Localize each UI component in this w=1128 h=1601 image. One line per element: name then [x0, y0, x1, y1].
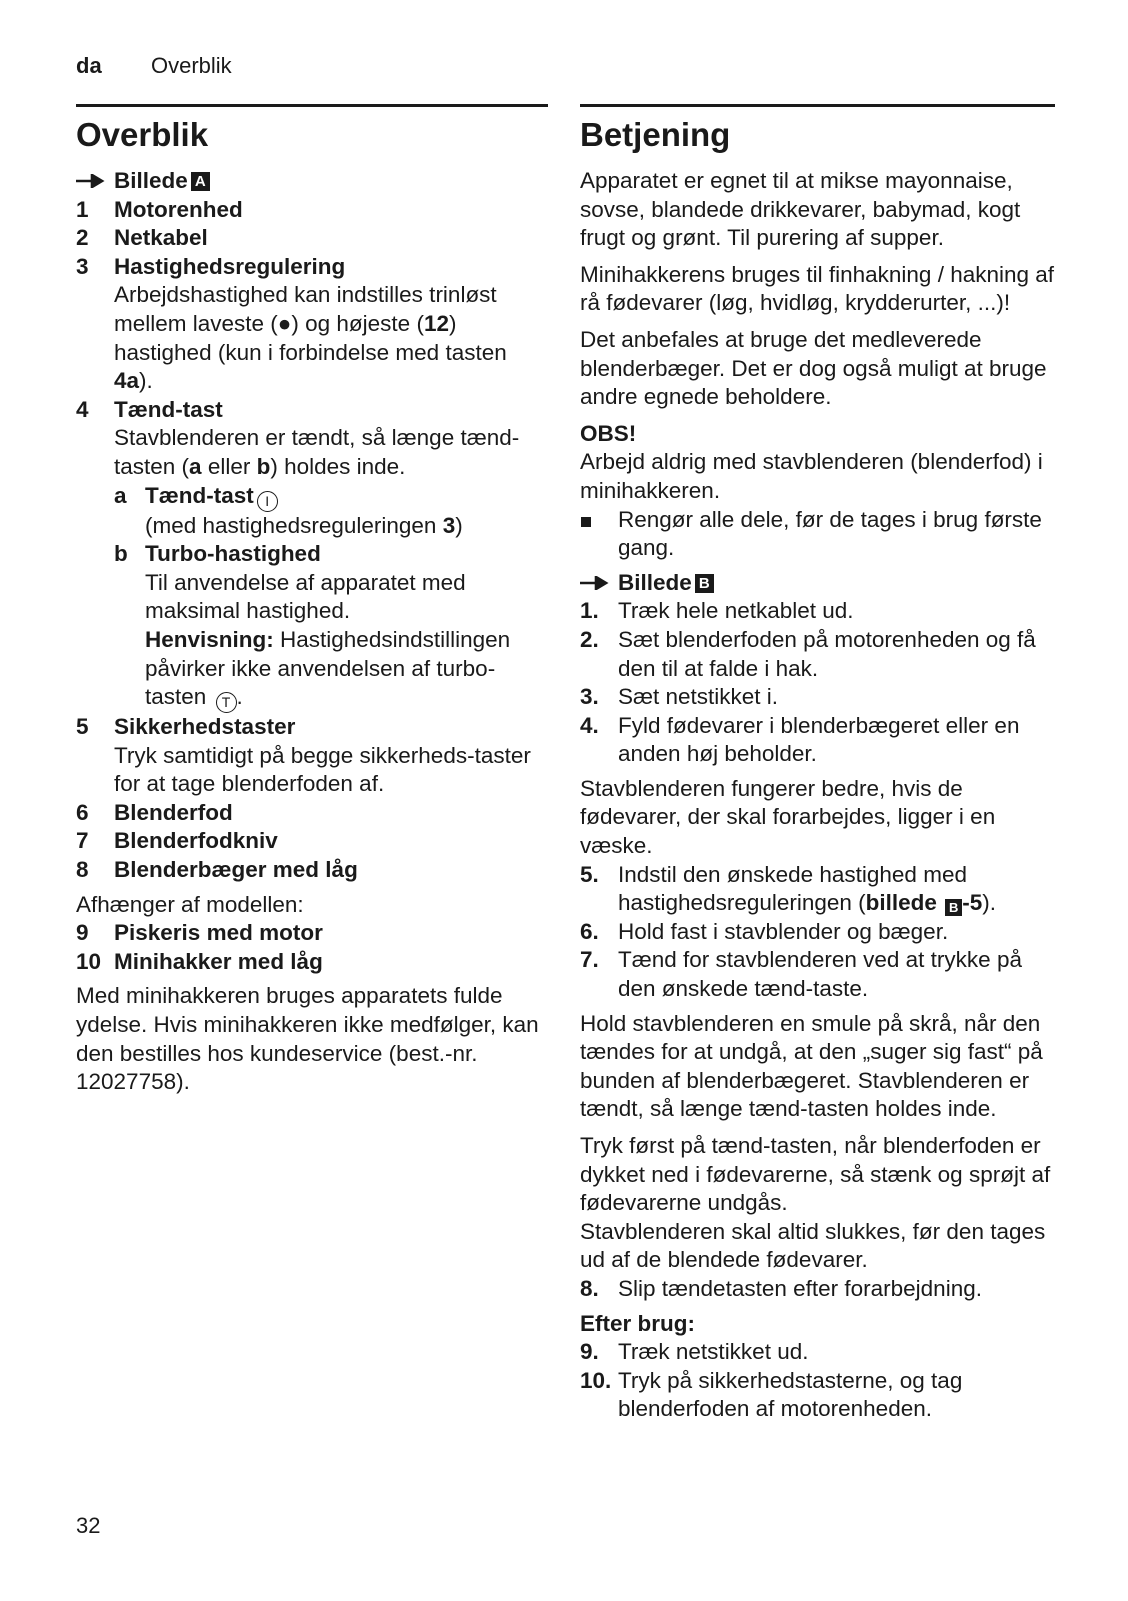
- paragraph: Stavblenderen skal altid slukkes, før den tages ud af de blendede fødevarer.: [580, 1218, 1046, 1273]
- list-item: 6 Blenderfod: [76, 799, 233, 825]
- closing-paragraph: Med minihakkeren bruges apparatets fulde ydelse. Hvis minihakkeren ikke medfølger, kan den bestilles hos kundeservice (best.-nr. 12027758).: [76, 983, 539, 1095]
- warning-title: OBS!: [580, 420, 637, 446]
- list-item: 5 Sikkerhedstaster Tryk samtidigt på begge sikkerheds-taster for at tage blenderfoden af.: [76, 714, 531, 797]
- operation-title: Betjening: [580, 116, 731, 153]
- language-code: da: [76, 53, 102, 78]
- turbo-symbol-icon: T: [216, 692, 237, 713]
- paragraph: Minihakkerens bruges til finhakning / hakning af rå fødevarer (løg, hvidløg, krydderurter, ...)!: [580, 261, 1055, 316]
- figure-a-icon: A: [191, 172, 210, 191]
- square-bullet-icon: [581, 517, 591, 527]
- paragraph: Tryk først på tænd-tasten, når blenderfoden er dykket ned i fødevarerne, så stænk og sprøjt af fødevarerne undgås.: [580, 1133, 1051, 1216]
- list-item: 1 Motorenhed: [76, 196, 243, 222]
- step-item: 5. Indstil den ønskede hastighed med hastighedsreguleringen (billede B -5).: [580, 861, 996, 916]
- operation-column: [580, 104, 1055, 1424]
- page-number: 32: [76, 1513, 101, 1538]
- step-item: 8. Slip tændetasten efter forarbejdning.: [580, 1275, 982, 1301]
- sub-item-a: a Tænd-tast I (med hastighedsreguleringen 3): [114, 482, 463, 538]
- figure-label: Billede: [114, 168, 188, 193]
- section-rule: [580, 104, 1055, 107]
- sub-item-b: b Turbo-hastighed Til anvendelse af apparatet med maksimal hastighed. Henvisning: Hastighedsindstillingen påvirker ikke anvendelsen af turbo-tasten T .: [114, 540, 548, 713]
- paragraph: Stavblenderen fungerer bedre, hvis de fødevarer, der skal forarbejdes, ligger i en væske.: [580, 775, 996, 859]
- overview-title: Overblik: [76, 116, 209, 153]
- step-item: 2. Sæt blenderfoden på motorenheden og få den til at falde i hak.: [580, 626, 1036, 681]
- model-note: Afhænger af modellen:: [76, 891, 304, 917]
- header-section: Overblik: [151, 53, 232, 78]
- step-item: 9. Træk netstikket ud.: [580, 1339, 809, 1365]
- figure-reference: [76, 167, 548, 196]
- list-item: 2 Netkabel: [76, 225, 208, 251]
- bullet-item: Rengør alle dele, før de tages i brug første gang.: [580, 506, 1055, 563]
- step-item: 6. Hold fast i stavblender og bæger.: [580, 918, 949, 944]
- step-item: 3. Sæt netstikket i.: [580, 684, 779, 710]
- step-item: 10. Tryk på sikkerhedstasterne, og tag blenderfoden af motorenheden.: [580, 1367, 963, 1422]
- step-item: 1. Træk hele netkablet ud.: [580, 598, 854, 624]
- paragraph: Apparatet er egnet til at mikse mayonnaise, sovse, blandede drikkevarer, babymad, kogt frugt og grønt. Til purering af supper.: [580, 168, 1021, 251]
- list-item: 3 Hastighedsregulering Arbejdshastighed kan indstilles trinløst mellem laveste (●) og højeste (12) hastighed (kun i forbindelse med tasten 4a).: [76, 253, 507, 394]
- arrow-right-icon: [76, 167, 114, 196]
- after-use-title: Efter brug:: [580, 1310, 695, 1336]
- arrow-right-icon: [580, 569, 618, 598]
- list-item: 9 Piskeris med motor: [76, 920, 323, 946]
- figure-b-icon: B: [695, 574, 714, 593]
- step-item: 4. Fyld fødevarer i blenderbægeret eller en anden høj beholder.: [580, 712, 1020, 767]
- overview-column: [76, 104, 548, 1105]
- section-rule: [76, 104, 548, 107]
- figure-b-icon: B: [945, 899, 962, 916]
- figure-reference: [580, 569, 1055, 598]
- warning-text: Arbejd aldrig med stavblenderen (blenderfod) i minihakkeren.: [580, 449, 1043, 503]
- list-item: 10 Minihakker med låg: [76, 948, 323, 974]
- running-header: [76, 52, 232, 80]
- list-item: 7 Blenderfodkniv: [76, 828, 278, 854]
- list-item: 4 Tænd-tast Stavblenderen er tændt, så længe tænd-tasten (a eller b) holdes inde. a Tænd-tast I (med hastighedsreguleringen 3) b Turbo-hastighed Til anvendelse af apparatet med maksimal hastighed. Henvisning: Hastighedsindstillingen påvirker ikke anvendelsen af turbo-tasten T .: [76, 396, 548, 713]
- power-symbol-icon: I: [257, 491, 278, 512]
- step-item: 7. Tænd for stavblenderen ved at trykke på den ønskede tænd-taste.: [580, 947, 1022, 1002]
- figure-label: Billede: [618, 569, 692, 595]
- list-item: 8 Blenderbæger med låg: [76, 857, 358, 883]
- paragraph: Hold stavblenderen en smule på skrå, når den tændes for at undgå, at den „suger sig fast“ på bunden af blenderbægeret. Stavblenderen er tændt, så længe tænd-tasten holdes inde.: [580, 1010, 1043, 1122]
- paragraph: Det anbefales at bruge det medleverede blenderbæger. Det er dog også muligt at bruge andre egnede beholdere.: [580, 326, 1047, 410]
